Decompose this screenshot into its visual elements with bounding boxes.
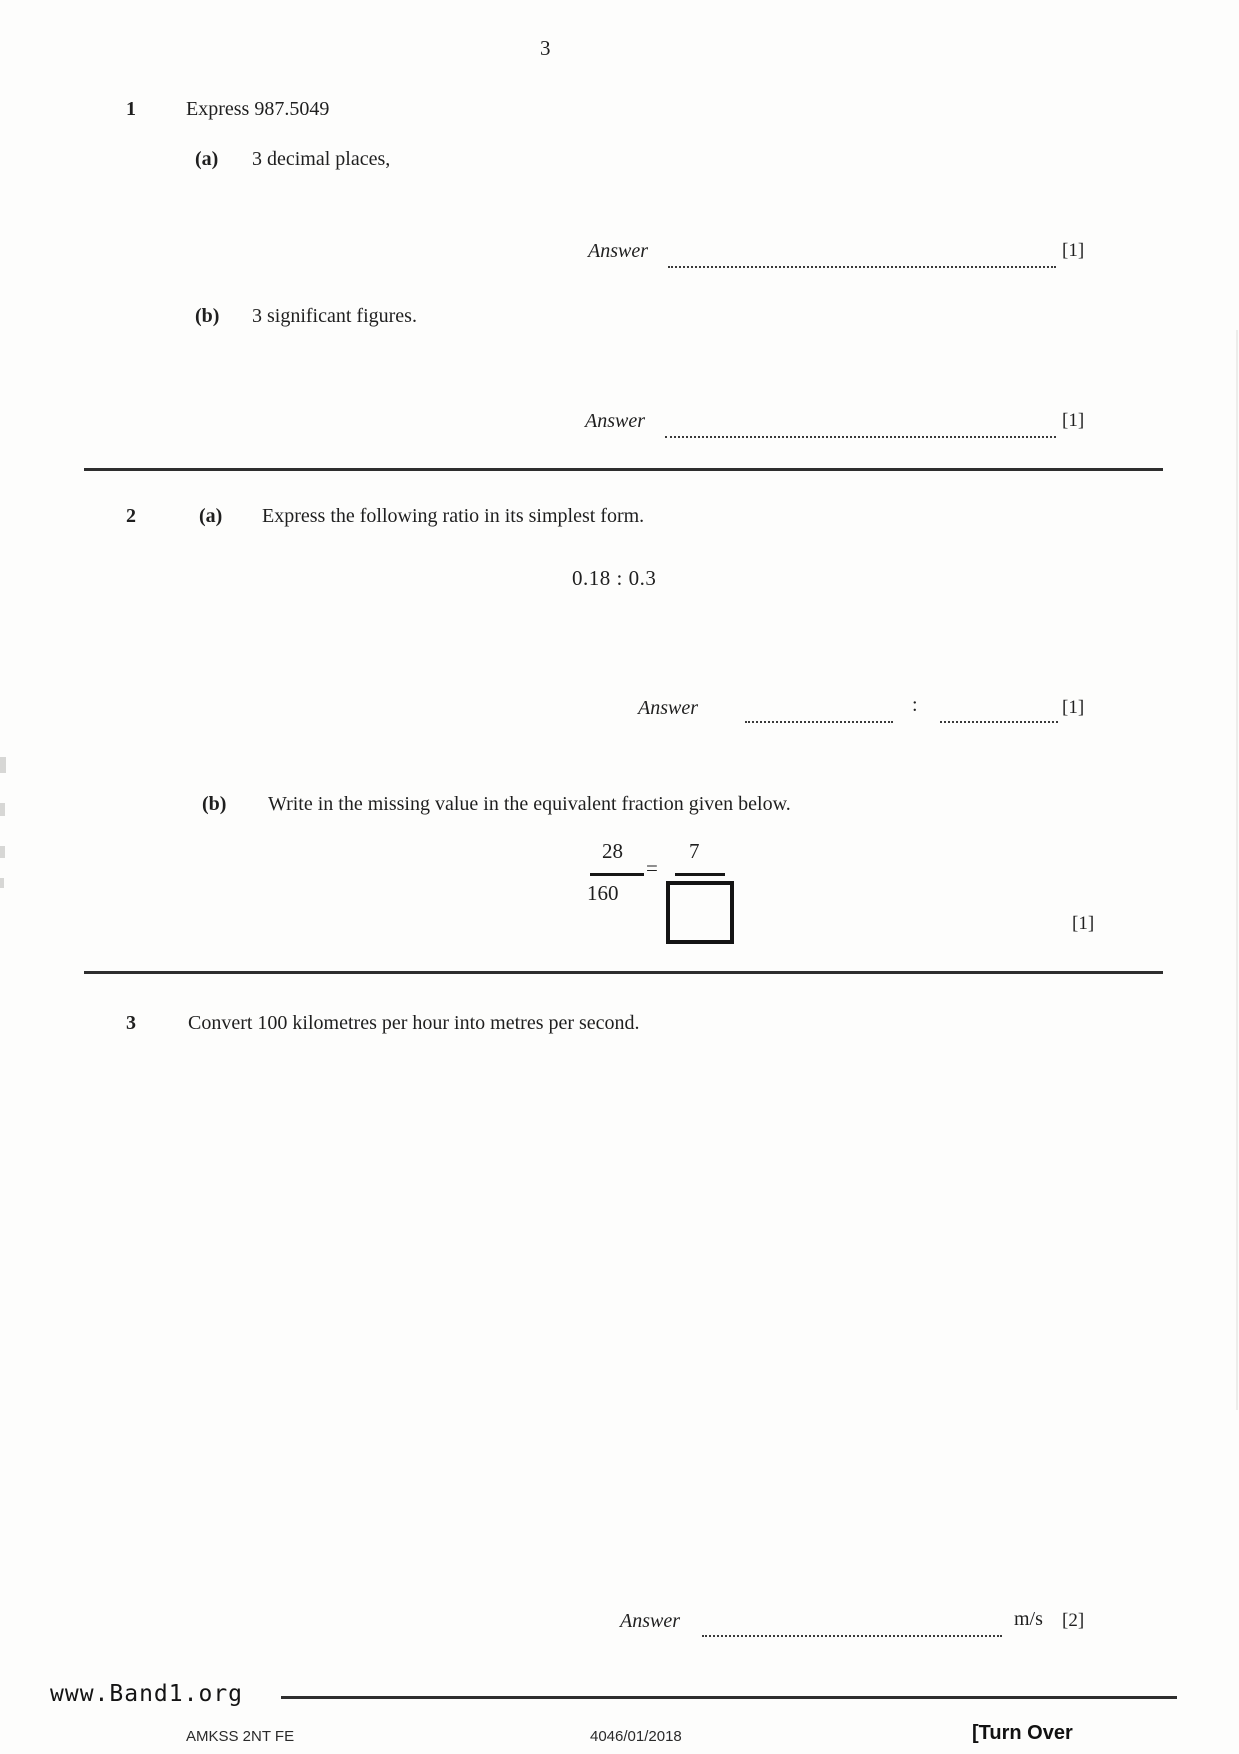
scan-smudge-3 (0, 846, 5, 858)
question-3-number: 3 (126, 1012, 136, 1034)
marks-2a: [1] (1062, 697, 1085, 718)
answer-label-2a: Answer (638, 697, 698, 719)
question-1b-text: 3 significant figures. (252, 305, 417, 327)
marks-1a: [1] (1062, 240, 1085, 261)
answer-blank-1a (668, 238, 1056, 268)
question-1-text: Express 987.5049 (186, 98, 330, 120)
answer-label-1a: Answer (588, 240, 648, 262)
answer-blank-2a-first (745, 693, 893, 723)
answer-blank-1b (665, 408, 1056, 438)
answer-blank-3 (702, 1607, 1002, 1637)
fraction-rhs-bar (675, 873, 725, 876)
fraction-lhs-denominator: 160 (587, 881, 619, 905)
answer-label-1b: Answer (585, 410, 645, 432)
ratio-expression: 0.18 : 0.3 (572, 566, 657, 590)
answer-label-3: Answer (620, 1610, 680, 1632)
footer-paper-code: AMKSS 2NT FE (186, 1728, 295, 1745)
scan-smudge-1 (0, 757, 6, 773)
watermark-url: www.Band1.org (50, 1681, 244, 1707)
footer-doc-ref: 4046/01/2018 (590, 1728, 682, 1745)
footer-turn-over: [Turn Over (972, 1722, 1073, 1744)
scan-smudge-4 (0, 878, 4, 888)
question-1a-text: 3 decimal places, (252, 148, 391, 170)
question-2a-label: (a) (199, 505, 223, 527)
question-2-number: 2 (126, 505, 136, 527)
section-divider-1 (84, 468, 1163, 471)
section-divider-2 (84, 971, 1163, 974)
answer-unit-label: m/s (1014, 1608, 1043, 1630)
question-3-text: Convert 100 kilometres per hour into metres per second. (188, 1012, 640, 1034)
scan-smudge-2 (0, 803, 5, 816)
page-number: 3 (540, 36, 551, 60)
marks-1b: [1] (1062, 410, 1085, 431)
question-2b-text: Write in the missing value in the equivalent fraction given below. (268, 793, 791, 815)
question-1-number: 1 (126, 98, 136, 120)
marks-3: [2] (1062, 1610, 1085, 1631)
footer-rule (281, 1696, 1177, 1699)
question-1a-label: (a) (195, 148, 219, 170)
fraction-lhs-bar (590, 873, 644, 876)
fraction-equals-sign: = (646, 856, 658, 880)
fraction-rhs-numerator: 7 (689, 839, 700, 863)
missing-value-box (666, 881, 734, 944)
question-2a-text: Express the following ratio in its simplest form. (262, 505, 645, 527)
answer-blank-2a-second (940, 693, 1058, 723)
scan-edge-line (1236, 330, 1238, 1410)
question-1b-label: (b) (195, 305, 220, 327)
question-2b-label: (b) (202, 793, 227, 815)
ratio-answer-colon: : (912, 694, 918, 716)
marks-2b: [1] (1072, 913, 1095, 934)
fraction-lhs-numerator: 28 (602, 839, 623, 863)
